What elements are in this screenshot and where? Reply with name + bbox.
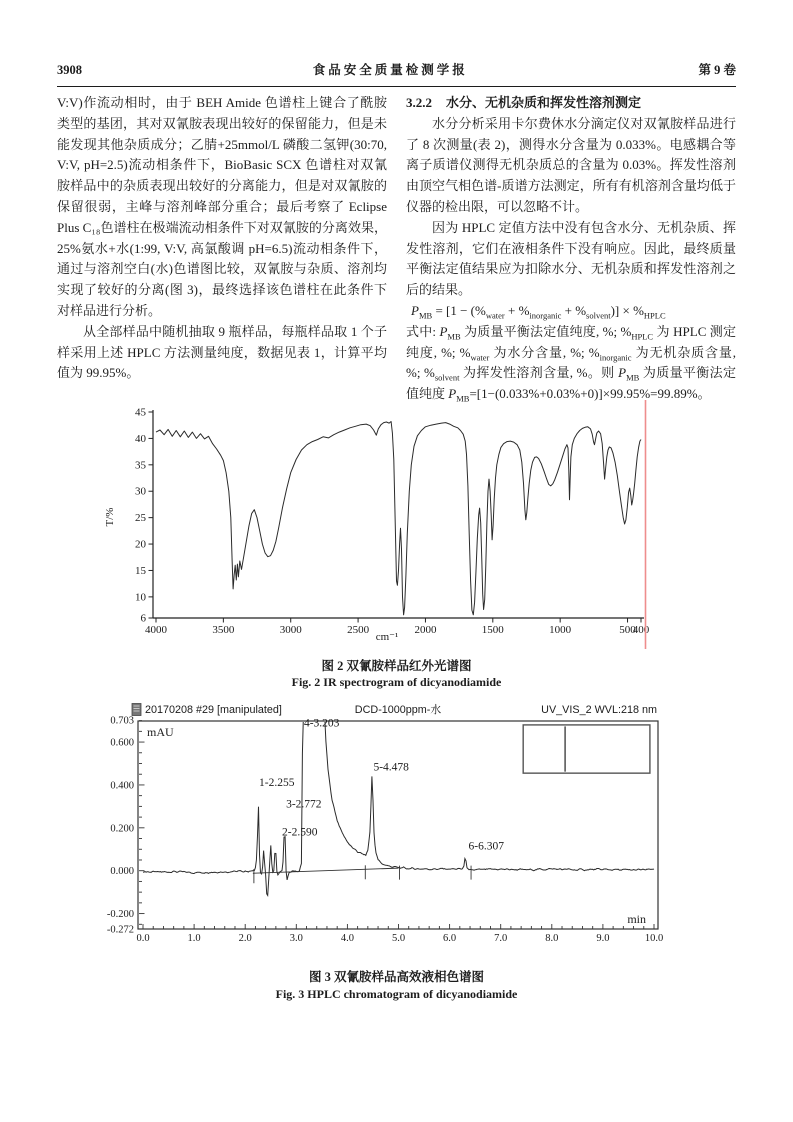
svg-text:400: 400 [632,624,650,636]
svg-text:4000: 4000 [145,624,167,636]
svg-text:3000: 3000 [279,624,302,636]
svg-text:0.0: 0.0 [136,933,150,944]
svg-text:40: 40 [135,432,146,445]
svg-text:10.0: 10.0 [644,933,664,944]
journal-title: 食品安全质量检测学报 [312,63,468,77]
figure3-caption-en: Fig. 3 HPLC chromatogram of dicyanodiamide [275,987,518,1001]
svg-text:1.0: 1.0 [187,933,201,944]
svg-text:20170208 #29 [manipulated]: 20170208 #29 [manipulated] [145,704,282,716]
svg-text:1500: 1500 [481,624,504,636]
ir-spectrum-chart [95,398,670,650]
svg-text:9.0: 9.0 [596,933,610,944]
svg-text:-0.272: -0.272 [106,924,134,936]
svg-text:2500: 2500 [347,624,370,636]
svg-text:500: 500 [619,624,636,636]
svg-text:0.400: 0.400 [110,780,134,792]
svg-text:0.703: 0.703 [110,715,134,727]
svg-text:25: 25 [135,512,146,525]
header-rule [57,86,736,87]
body-paragraph: V:V)作流动相时，由于 BEH Amide 色谱柱上键合了酰胺类型的基团，其对双氰胺表现出较好的保留能力，但是未能发现其他杂质成分；乙腈+25mmol/L 磷酸二氢钾(30:70, V:V, pH=2.5)流动相条件下，BioBasic SCX 色谱柱对双氰胺样品中的杂质表现出较好的分离能力，但是对双氰胺的保留很弱，主峰与溶剂峰部分重合；最后考察了 Eclipse Plus C₁₈色谱柱在极端流动相条件下对双氰胺的分离效果，25%氨水+水(1:99, V:V, 高氯酸调 pH=6.5)流动相条件下，通过与溶剂空白(水)色谱图比较，双氰胺与杂质、溶剂均实现了较好的分离(图 3)，最终选择该色谱柱在此条件下对样品进行分析。 [57,95,387,318]
svg-text:0.600: 0.600 [110,737,134,749]
body-paragraph: 因为 HPLC 定值方法中没有包含水分、无机杂质、挥发性溶剂，它们在液相条件下没有响应。因此，最终质量平衡法定值结果应为扣除水分、无机杂质和挥发性溶剂之后的结果。 [406,219,736,298]
svg-text:6-6.307: 6-6.307 [468,840,504,853]
body-paragraph: 从全部样品中随机抽取 9 瓶样品，每瓶样品取 1 个子样采用上述 HPLC 方法测量纯度，数据见表 1，计算平均值为 99.95%。 [57,323,387,381]
svg-text:3.0: 3.0 [289,933,303,944]
svg-text:2-2.590: 2-2.590 [281,826,318,839]
svg-text:2.0: 2.0 [238,933,252,944]
page-number: 3908 [57,63,82,77]
figure2-caption-en: Fig. 2 IR spectrogram of dicyanodiamide [291,675,502,689]
svg-text:30: 30 [135,485,146,498]
svg-text:min: min [627,912,646,926]
section-number: 3.2.2 [406,95,432,110]
svg-text:45: 45 [135,406,146,419]
svg-text:DCD-1000ppm-水: DCD-1000ppm-水 [354,704,442,716]
svg-text:1000: 1000 [549,624,572,636]
svg-text:35: 35 [135,459,146,472]
svg-text:UV_VIS_2 WVL:218 nm: UV_VIS_2 WVL:218 nm [541,704,657,716]
right-column [406,93,736,405]
svg-text:6: 6 [140,612,146,625]
svg-text:5.0: 5.0 [391,933,406,944]
svg-text:7.0: 7.0 [494,933,508,944]
figure3-caption-zh: 图 3 双氰胺样品高效液相色谱图 [308,970,484,984]
svg-text:4.0: 4.0 [340,933,354,944]
svg-text:10: 10 [135,591,146,604]
svg-text:T/%: T/% [104,507,116,527]
page-header [57,60,736,78]
svg-text:2000: 2000 [414,624,437,636]
svg-text:-0.200: -0.200 [106,909,134,921]
svg-text:0.000: 0.000 [110,866,134,878]
section-heading [406,93,736,114]
svg-text:mAU: mAU [147,725,174,739]
body-paragraph: 式中: $P_{MB}$ 为质量平衡法定值纯度, %; $\%_{HPLC}$ 为 HPLC 测定纯度, %; $\%_{water}$ 为水分含量, %; $\%_{inorganic}$ 为无机杂质含量, %; $\%_{solvent}$ 为挥发性溶剂含量, %。则 $P_{MB}$ 为质量平衡法定值纯度 $P_{MB}=[1-(0.033\%+0.03\%+0)]\times 99.95\%=99.89\%$。 [406,323,736,404]
svg-text:20: 20 [135,538,146,551]
svg-text:cm⁻¹: cm⁻¹ [375,631,399,643]
svg-text:5-4.478: 5-4.478 [373,761,409,774]
svg-text:3500: 3500 [212,624,235,636]
figure2-caption-zh: 图 2 双氰胺样品红外光谱图 [321,659,472,673]
svg-text:0.200: 0.200 [110,823,134,835]
svg-text:15: 15 [135,564,146,577]
hplc-chromatogram-chart [95,700,670,948]
volume-label: 第 9 卷 [698,63,736,77]
svg-text:8.0: 8.0 [545,933,559,944]
left-column [57,93,387,384]
svg-text:4-3.203: 4-3.203 [303,717,340,730]
svg-text:1-2.255: 1-2.255 [258,777,295,790]
svg-text:6.0: 6.0 [443,933,457,944]
svg-text:3-2.772: 3-2.772 [286,798,322,811]
body-paragraph: 水分分析采用卡尔费休水分滴定仪对双氰胺样品进行了 8 次测量(表 2)，测得水分含量为 0.033%。电感耦合等离子质谱仪测得无机杂质总的含量为 0.03%。挥发性溶剂由顶空气相色谱-质谱方法测定，所有有机溶剂含量均低于仪器的检出限，可以忽略不计。 [406,115,736,214]
section-title: 水分、无机杂质和挥发性溶剂测定 [446,95,642,110]
mass-balance-formula: $P_{MB} = [1 - (\%_{water} + \%_{inorganic} + \%_{solvent})] \times \%_{HPLC}$ [411,302,666,321]
